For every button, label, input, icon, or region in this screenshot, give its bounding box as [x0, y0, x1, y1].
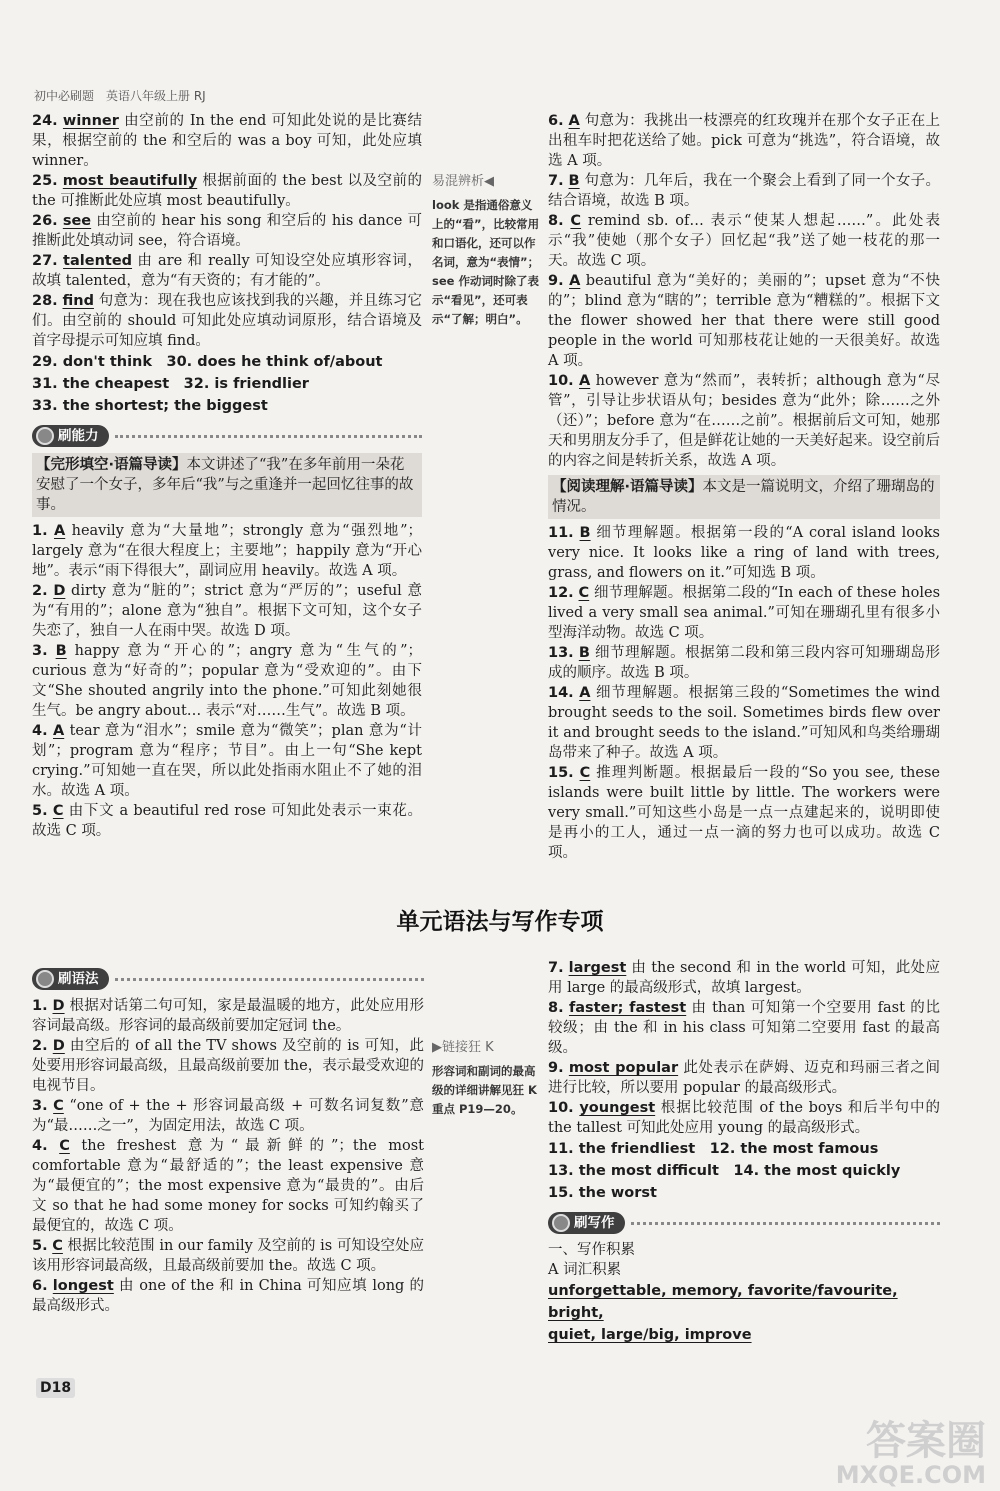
answer-explanation: 根据比较范围 in our family 及空前的 is 可知设空处应该用形容词最高级，且最高级前要加 the。故选 C 项。 — [32, 1238, 425, 1274]
item-number: 2. — [32, 583, 48, 599]
answer-explanation: 由空后的 of all the TV shows 及空前的 is 可知，此处要用形容词最高级，且最高级前要加 the，表示最受欢迎的电视节目。 — [32, 1038, 425, 1094]
item-number: 26. — [32, 213, 58, 229]
answer-item — [32, 581, 422, 641]
answer-item — [548, 271, 940, 371]
section-title: 刷能力 — [58, 428, 99, 444]
answer-key: B — [578, 645, 590, 661]
answer-item — [32, 251, 422, 291]
answer-key: most popular — [568, 1060, 679, 1076]
answer-explanation: beautiful 意为“美好的；美丽的”；upset 意为“不快的”；blind 意为“瞎的”；terrible 意为“糟糕的”。根据下文 the flower showed her that there were still good people in the world 可知那枝花让她的一天很美好。故选 A 项。 — [548, 273, 940, 369]
answer-key: A — [52, 723, 65, 739]
item-number: 8. — [548, 1000, 564, 1016]
answer-item — [32, 171, 422, 211]
answer-item — [32, 1036, 424, 1096]
item-number: 2. — [32, 1038, 48, 1054]
section-header-grammar — [32, 968, 424, 990]
answer-key: see — [62, 213, 92, 229]
answer-explanation: 由 the second 和 in the world 可知，此处应用 large 的最高级形式，故填 largest。 — [548, 960, 941, 996]
answer-item — [548, 763, 940, 863]
item-number: 3. — [32, 1098, 48, 1114]
answer-item — [32, 1096, 424, 1136]
reading-guide-reading — [548, 475, 940, 519]
short-answer-line: 29. don't think 30. does he think of/about — [32, 354, 383, 370]
short-answer-line: 15. the worst — [548, 1185, 657, 1201]
left-column-top — [32, 111, 422, 841]
answer-key: youngest — [579, 1100, 656, 1116]
guide-text: 本文是一篇说明文，介绍了珊瑚岛的情况。 — [552, 479, 935, 515]
item-number: 4. — [32, 723, 48, 739]
side-note-body: 形容词和副词的最高级的详细讲解见狂 K 重点 P19—20。 — [432, 1064, 537, 1116]
answer-key: C — [52, 803, 64, 819]
answer-explanation: 句意为：几年后，我在一个聚会上看到了同一个女子。结合语境，故选 B 项。 — [548, 173, 941, 209]
answer-item — [548, 958, 940, 998]
watermark-logo — [836, 1420, 986, 1488]
answer-key: C — [578, 585, 590, 601]
section-badge — [32, 968, 109, 990]
answer-key: faster; fastest — [568, 1000, 687, 1016]
answer-key: B — [55, 643, 67, 659]
left-column-bottom — [32, 960, 424, 1316]
side-note-link — [432, 1038, 538, 1119]
short-answer-line: 33. the shortest; the biggest — [32, 398, 268, 414]
answer-item — [548, 171, 940, 211]
answer-explanation: 根据前面的 the best 以及空前的 the 可推断此处应填 most beautifully。 — [32, 173, 422, 209]
answer-key: D — [52, 1038, 65, 1054]
watermark-url: MXQE.COM — [835, 1461, 986, 1489]
answer-key: D — [52, 998, 65, 1014]
answer-explanation: 推理判断题。根据最后一段的“So you see, these islands were built little by little. The workers were very small.”可知这些小岛是一点一点建起来的，说明即使是再小的工人，通过一点一滴的努力也可以成功。故选 C 项。 — [548, 765, 940, 861]
answer-item — [548, 683, 940, 763]
answer-key: D — [53, 583, 66, 599]
answer-explanation: 细节理解题。根据第三段的“Sometimes the wind brought seeds to the soil. Sometimes birds flew over it and brought seeds to the island.”可知风和鸟类给珊瑚岛带来了种子。故选 A 项。 — [548, 685, 941, 761]
answer-key: C — [59, 1138, 70, 1154]
item-number: 25. — [32, 173, 58, 189]
answer-explanation: 根据对话第二句可知，家是最温暖的地方，此处应用形容词最高级。形容词的最高级前要加定冠词 the。 — [32, 998, 425, 1034]
short-answers-left — [32, 351, 422, 417]
pen-icon — [36, 970, 54, 988]
answer-key: longest — [52, 1278, 114, 1294]
answer-explanation: 句意为：我挑出一枝漂亮的红玫瑰并在那个女子正在上出租车时把花送给了她。pick 可意为“挑选”，符合语境，故选 A 项。 — [548, 113, 941, 169]
answer-item — [548, 643, 940, 683]
section-header-ability — [32, 425, 422, 447]
item-number: 3. — [32, 643, 48, 659]
answer-explanation: 细节理解题。根据第一段的“A coral island looks very nice. It looks like a ring of land with trees, grass, and flowers on it.”可知选 B 项。 — [548, 525, 940, 581]
section-title: 刷写作 — [574, 1215, 615, 1231]
divider — [115, 435, 423, 438]
side-note-title: ▶链接狂 K — [432, 1040, 494, 1055]
guide-label: 【阅读理解·语篇导读】 — [552, 479, 703, 495]
item-number: 15. — [548, 765, 574, 781]
item-number: 27. — [32, 253, 58, 269]
answer-key: B — [568, 173, 580, 189]
answer-list-cloze — [32, 521, 422, 841]
answer-explanation: happy 意为“开心的”；angry 意为“生气的”；curious 意为“好奇的”；popular 意为“受欢迎的”。由下文“She shouted angrily into the phone.”可知此刻她很生气。be angry about… 表示“对……生气”。故选 B 项。 — [32, 643, 423, 719]
answer-item — [548, 1058, 940, 1098]
writing-subheading: A 词汇积累 — [548, 1262, 622, 1278]
answer-item — [548, 211, 940, 271]
item-number: 7. — [548, 173, 564, 189]
answer-explanation: 此处表示在萨姆、迈克和玛丽三者之间进行比较，所以要用 popular 的最高级形式。 — [548, 1060, 940, 1096]
divider — [115, 978, 425, 981]
vocab-line: quiet, large/big, improve — [548, 1327, 752, 1343]
short-answers-right — [548, 1138, 940, 1204]
answer-key: B — [579, 525, 591, 541]
right-column-bottom — [548, 958, 940, 1346]
answer-list-top-right — [548, 111, 940, 471]
page-number: D18 — [36, 1378, 75, 1398]
answer-list-grammar-right — [548, 958, 940, 1138]
answer-explanation: 根据比较范围 of the boys 和后半句中的 the tallest 可知此处应用 young 的最高级形式。 — [548, 1100, 940, 1136]
item-number: 12. — [548, 585, 574, 601]
guide-label: 【完形填空·语篇导读】 — [36, 457, 187, 473]
item-number: 1. — [32, 998, 48, 1014]
answer-key: A — [568, 113, 580, 129]
item-number: 5. — [32, 803, 48, 819]
answer-key: C — [570, 213, 582, 229]
answer-item — [32, 641, 422, 721]
section-badge — [548, 1212, 625, 1234]
item-number: 11. — [548, 525, 574, 541]
answer-explanation: 由 than 可知第一个空要用 fast 的比较级；由 the 和 in his class 可知第二空要用 fast 的最高级。 — [548, 1000, 941, 1056]
answer-explanation: 由空前的 hear his song 和空后的 his dance 可推断此处填动词 see，符合语境。 — [32, 213, 422, 249]
answer-item — [548, 1098, 940, 1138]
item-number: 10. — [548, 1100, 574, 1116]
writing-heading: 一、写作积累 — [548, 1242, 635, 1258]
answer-item — [32, 1136, 424, 1236]
item-number: 5. — [32, 1238, 48, 1254]
item-number: 13. — [548, 645, 574, 661]
answer-explanation: 由 are 和 really 可知设空处应填形容词，故填 talented，意为“有天资的；有才能的”。 — [32, 253, 423, 289]
answer-item — [548, 111, 940, 171]
item-number: 1. — [32, 523, 48, 539]
item-number: 24. — [32, 113, 58, 129]
section-header-writing — [548, 1212, 940, 1234]
answer-explanation: heavily 意为“大量地”；strongly 意为“强烈地”；largely 意为“在很大程度上；主要地”；happily 意为“开心地”。表示“雨下得很大”，副词应用 heavily。故选 A 项。 — [32, 523, 422, 579]
pen-icon — [36, 427, 54, 445]
answer-explanation: tear 意为“泪水”；smile 意为“微笑”；plan 意为“计划”；program 意为“程序；节目”。由上一句“She kept crying.”可知她一直在哭，所以此处指雨水阻止不了她的泪水。故选 A 项。 — [32, 723, 423, 799]
short-answer-line: 13. the most difficult 14. the most quickly — [548, 1163, 901, 1179]
item-number: 9. — [548, 273, 564, 289]
item-number: 8. — [548, 213, 564, 229]
answer-item — [548, 523, 940, 583]
vocab-line: unforgettable, memory, favorite/favourite, bright, — [548, 1283, 898, 1321]
answer-key: C — [53, 1098, 64, 1114]
item-number: 6. — [548, 113, 564, 129]
divider — [631, 1222, 941, 1225]
running-header: 初中必刷题 英语八年级上册 RJ — [34, 89, 206, 103]
item-number: 6. — [32, 1278, 48, 1294]
answer-explanation: 由 one of the 和 in China 可知应填 long 的最高级形式。 — [32, 1278, 425, 1314]
side-note-confusion — [432, 172, 540, 329]
item-number: 28. — [32, 293, 58, 309]
item-number: 9. — [548, 1060, 564, 1076]
answer-explanation: the freshest 意为“最新鲜的”；the most comfortable 意为“最舒适的”；the least expensive 意为“最便宜的”；the most expensive 意为“最贵的”。由后文 so that he had some money for socks 可知约翰买了最便宜的，故选 C 项。 — [32, 1138, 424, 1234]
answer-item — [32, 291, 422, 351]
answer-key: largest — [568, 960, 627, 976]
answer-key: A — [569, 273, 581, 289]
unit-heading: 单元语法与写作专项 — [396, 909, 604, 935]
answer-item — [32, 1236, 424, 1276]
answer-explanation: 由下文 a beautiful red rose 可知此处表示一束花。故选 C 项。 — [32, 803, 423, 839]
short-answer-line: 11. the friendliest 12. the most famous — [548, 1141, 879, 1157]
answer-key: find — [62, 293, 94, 309]
side-note-title: 易混辨析◀ — [432, 174, 494, 189]
side-note-body: look 是指通俗意义上的“看”，比较常用和口语化，还可以作名词，意为“表情”；see 作动词时除了表示“看见”，还可表示“了解；明白”。 — [432, 198, 540, 326]
answer-item — [32, 1276, 424, 1316]
answer-key: C — [579, 765, 591, 781]
item-number: 14. — [548, 685, 574, 701]
answer-item — [32, 801, 422, 841]
reading-guide-cloze — [32, 453, 422, 517]
answer-explanation: 由空前的 In the end 可知此处说的是比赛结果，根据空前的 the 和空后的 was a boy 可知，此处应填 winner。 — [32, 113, 423, 169]
answer-item — [548, 371, 940, 471]
guide-text: 本文讲述了“我”在多年前用一朵花安慰了一个女子，多年后“我”与之重逢并一起回忆往事的故事。 — [36, 457, 414, 513]
section-badge — [32, 425, 109, 447]
answer-list-top-left — [32, 111, 422, 351]
answer-list-grammar-left — [32, 996, 424, 1316]
answer-item — [32, 521, 422, 581]
answer-item — [32, 996, 424, 1036]
answer-key: winner — [62, 113, 119, 129]
section-title: 刷语法 — [58, 971, 99, 987]
answer-explanation: 细节理解题。根据第二段和第三段内容可知珊瑚岛形成的顺序。故选 B 项。 — [548, 645, 941, 681]
answer-key: A — [579, 685, 591, 701]
right-column-top — [548, 111, 940, 863]
item-number: 4. — [32, 1138, 48, 1154]
answer-list-reading — [548, 523, 940, 863]
answer-item — [548, 583, 940, 643]
answer-explanation: however 意为“然而”，表转折；although 意为“尽管”，引导让步状语从句；besides 意为“此外；除……之外（还）”；before 意为“在……之前”。根据前后文可知，她那天和男朋友分手了，但是鲜花让她的一天美好起来。设空前后的内容之间是转折关系，故选 A 项。 — [548, 373, 941, 469]
item-number: 10. — [548, 373, 574, 389]
answer-item — [32, 211, 422, 251]
answer-key: C — [52, 1238, 63, 1254]
answer-explanation: remind sb. of… 表示“使某人想起……”。此处表示“我”使她（那个女子）回忆起“我”送了她一枝花的那一天。故选 C 项。 — [548, 213, 940, 269]
answer-key: A — [54, 523, 66, 539]
watermark-text: 答案圈 — [866, 1418, 986, 1464]
answer-key: talented — [63, 253, 133, 269]
answer-item — [32, 111, 422, 171]
answer-item — [548, 998, 940, 1058]
answer-explanation: “one of + the + 形容词最高级 + 可数名词复数”意为“最……之一”，为固定用法，故选 C 项。 — [32, 1098, 425, 1134]
answer-key: A — [579, 373, 591, 389]
answer-item — [32, 721, 422, 801]
pen-icon — [552, 1214, 570, 1232]
item-number: 7. — [548, 960, 564, 976]
answer-explanation: 句意为：现在我也应该找到我的兴趣，并且练习它们。由空前的 should 可知此处应填动词原形，结合语境及首字母提示可知应填 find。 — [32, 293, 422, 349]
answer-key: most beautifully — [62, 173, 198, 189]
answer-explanation: dirty 意为“脏的”；strict 意为“严厉的”；useful 意为“有用的”；alone 意为“独自”。根据下文可知，这个女子失恋了，独自一人在雨中哭。故选 D 项。 — [32, 583, 423, 639]
short-answer-line: 31. the cheapest 32. is friendlier — [32, 376, 309, 392]
answer-explanation: 细节理解题。根据第二段的“In each of these holes lived a very small sea animal.”可知在珊瑚孔里有很多小型海洋动物。故选 C 项。 — [548, 585, 941, 641]
